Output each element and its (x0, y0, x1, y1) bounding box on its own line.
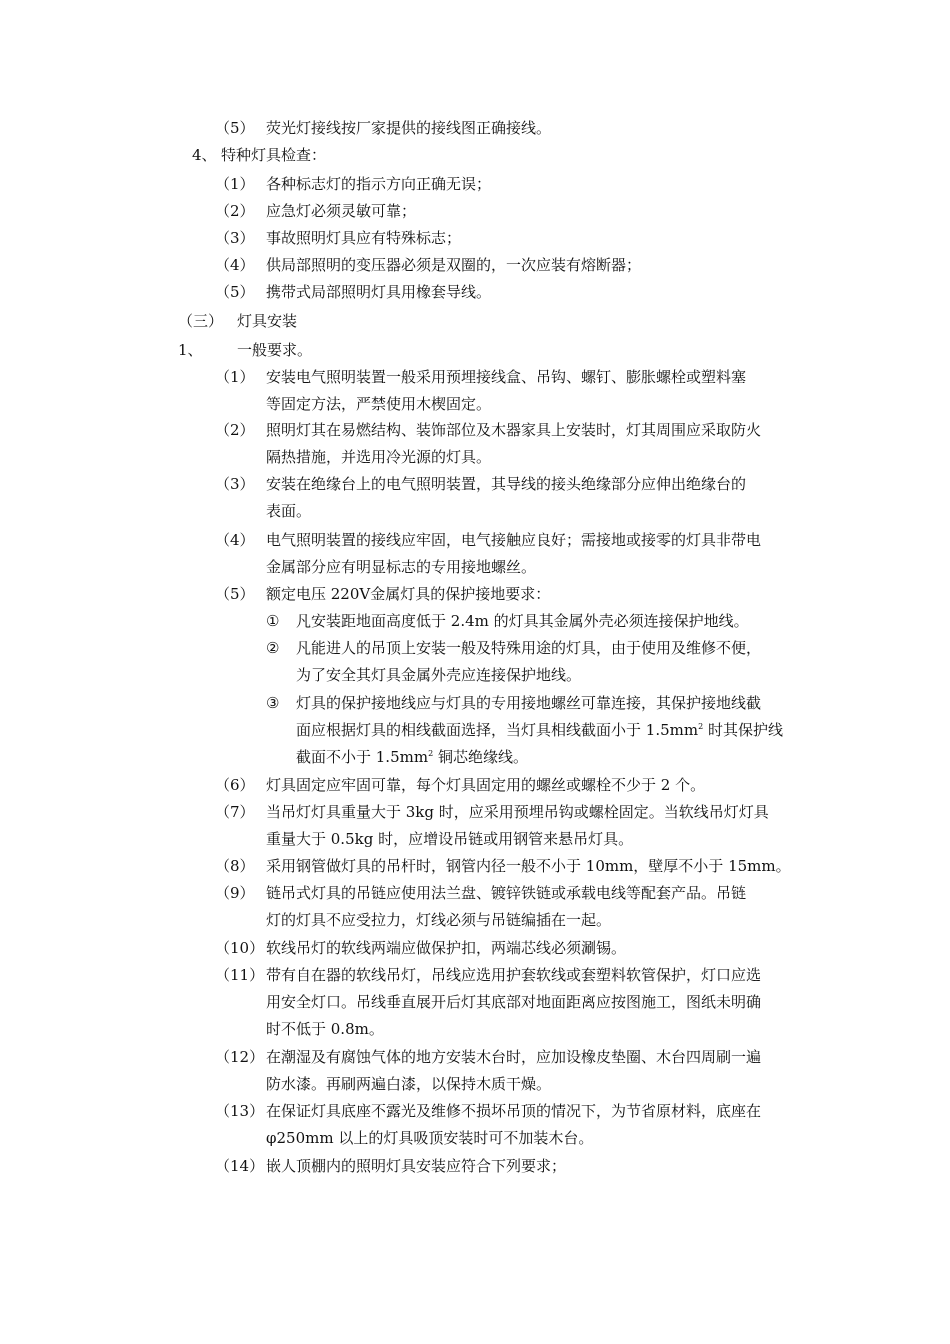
text-line (0, 1157, 950, 1175)
text-line (0, 639, 950, 657)
item-text: 事故照明灯具应有特殊标志； (266, 229, 462, 247)
item-text: 金属部分应有明显标志的专用接地螺丝。 (266, 558, 537, 576)
item-number: （8） (215, 857, 255, 875)
text-line (0, 395, 950, 413)
item-number: （1） (215, 175, 255, 193)
text-line (0, 312, 950, 330)
text-line (0, 146, 950, 164)
text-line (0, 1048, 950, 1066)
item-text: 软线吊灯的软线两端应做保护扣，两端芯线必须涮锡。 (266, 939, 627, 957)
text-line (0, 830, 950, 848)
item-number: （10） (215, 939, 265, 957)
text-line (0, 1020, 950, 1038)
text-line (0, 368, 950, 386)
text-line (0, 283, 950, 301)
item-text: 嵌人顶棚内的照明灯具安装应符合下列要求； (266, 1157, 567, 1175)
item-number: （4） (215, 531, 255, 549)
text-line (0, 884, 950, 902)
item-text: 携带式局部照明灯具用橡套导线。 (266, 283, 492, 301)
text-line (0, 256, 950, 274)
item-text: 额定电压 220Ⅴ金属灯具的保护接地要求： (266, 585, 551, 603)
text-line (0, 119, 950, 137)
text-line (0, 202, 950, 220)
item-number: （6） (215, 776, 255, 794)
item-number: （7） (215, 803, 255, 821)
item-text: 电气照明装置的接线应牢固，电气接触应良好；需接地或接零的灯具非带电 (266, 531, 762, 549)
item-number: （2） (215, 202, 255, 220)
item-text: 照明灯其在易燃结构、装饰部位及木器家具上安装时，灯其周围应采取防火 (266, 421, 762, 439)
item-number: （12） (215, 1048, 265, 1066)
text-line (0, 1075, 950, 1093)
item-text: 一般要求。 (237, 341, 313, 359)
text-line (0, 748, 950, 766)
text-line (0, 857, 950, 875)
item-text: 灯具安装 (237, 312, 298, 330)
item-number: （9） (215, 884, 255, 902)
text-line (0, 341, 950, 359)
item-text: 截面不小于 $1.5mm^2$ 铜芯绝缘线。 (296, 748, 528, 766)
item-text: 为了安全其灯具金属外壳应连接保护地线。 (296, 666, 582, 684)
text-line (0, 229, 950, 247)
text-line (0, 694, 950, 712)
item-text: φ250mm 以上的灯具吸顶安装时可不加装木台。 (266, 1129, 594, 1147)
item-number: （1） (215, 368, 255, 386)
item-text: 等固定方法，严禁使用木楔固定。 (266, 395, 492, 413)
text-line (0, 502, 950, 520)
item-text: 链吊式灯具的吊链应使用法兰盘、镀锌铁链或承载电线等配套产品。吊链 (266, 884, 747, 902)
text-line (0, 558, 950, 576)
text-line (0, 993, 950, 1011)
text-line (0, 721, 950, 739)
text-line (0, 421, 950, 439)
item-number: ③ (266, 694, 280, 712)
text-line (0, 531, 950, 549)
item-text: 凡安装距地面高度低于 2.4m 的灯具其金属外壳必须连接保护地线。 (296, 612, 749, 630)
item-text: 在潮湿及有腐蚀气体的地方安装木台时，应加设橡皮垫圈、木台四周刷一遍 (266, 1048, 762, 1066)
text-line (0, 776, 950, 794)
text-line (0, 666, 950, 684)
item-number: （14） (215, 1157, 265, 1175)
text-line (0, 803, 950, 821)
text-line (0, 585, 950, 603)
item-text: 重量大于 0.5kg 时，应增设吊链或用钢管来悬吊灯具。 (266, 830, 634, 848)
item-text: 当吊灯灯具重量大于 3kg 时，应采用预埋吊钩或螺栓固定。当软线吊灯灯具 (266, 803, 769, 821)
item-text: 安装在绝缘台上的电气照明装置，其导线的接头绝缘部分应伸出绝缘台的 (266, 475, 747, 493)
item-number: （5） (215, 283, 255, 301)
item-number: （13） (215, 1102, 265, 1120)
text-line (0, 1102, 950, 1120)
item-number: （5） (215, 585, 255, 603)
item-number: （4） (215, 256, 255, 274)
item-text: 灯具的保护接地线应与灯具的专用接地螺丝可靠连接，其保护接地线截 (296, 694, 762, 712)
item-number: ① (266, 612, 280, 630)
text-line (0, 475, 950, 493)
item-text: 应急灯必须灵敏可靠； (266, 202, 417, 220)
item-text: 特种灯具检查： (221, 146, 327, 164)
item-text: 带有自在器的软线吊灯，吊线应选用护套软线或套塑料软管保护，灯口应选 (266, 966, 762, 984)
item-number: 1、 (178, 341, 203, 359)
item-number: （3） (215, 229, 255, 247)
item-text: 防水漆。再刷两遍白漆，以保持木质干燥。 (266, 1075, 552, 1093)
item-text: 安装电气照明装置一般采用预埋接线盒、吊钩、螺钉、膨胀螺栓或塑料塞 (266, 368, 747, 386)
item-text: 各种标志灯的指示方向正确无误； (266, 175, 492, 193)
item-text: 在保证灯具底座不露光及维修不损坏吊顶的情况下，为节省原材料，底座在 (266, 1102, 762, 1120)
text-line (0, 1129, 950, 1147)
item-number: （2） (215, 421, 255, 439)
item-text: 用安全灯口。吊线垂直展开后灯其底部对地面距离应按图施工，图纸未明确 (266, 993, 762, 1011)
text-line (0, 175, 950, 193)
item-text: 灯的灯具不应受拉力，灯线必须与吊链编插在一起。 (266, 911, 612, 929)
item-number: ② (266, 639, 280, 657)
text-line (0, 939, 950, 957)
item-number: （三） (178, 312, 224, 330)
item-number: （5） (215, 119, 255, 137)
item-text: 凡能进人的吊顶上安装一般及特殊用途的灯具，由于使用及维修不便， (296, 639, 762, 657)
item-text: 荧光灯接线按厂家提供的接线图正确接线。 (266, 119, 552, 137)
item-number: 4、 (192, 146, 217, 164)
item-text: 采用钢管做灯具的吊杆时，钢管内径一般不小于 10mm，壁厚不小于 15mm。 (266, 857, 791, 875)
item-text: 隔热措施，并选用冷光源的灯具。 (266, 448, 492, 466)
text-line (0, 911, 950, 929)
item-number: （3） (215, 475, 255, 493)
item-text: 灯具固定应牢固可靠，每个灯具固定用的螺丝或螺栓不少于 2 个。 (266, 776, 706, 794)
text-line (0, 612, 950, 630)
item-number: （11） (215, 966, 265, 984)
item-text: 面应根据灯具的相线截面选择，当灯具相线截面小于 $1.5mm^2$ 时其保护线 (296, 721, 783, 739)
item-text: 供局部照明的变压器必须是双圈的，一次应装有熔断器； (266, 256, 642, 274)
text-line (0, 448, 950, 466)
item-text: 时不低于 0.8m。 (266, 1020, 384, 1038)
item-text: 表面。 (266, 502, 312, 520)
text-line (0, 966, 950, 984)
